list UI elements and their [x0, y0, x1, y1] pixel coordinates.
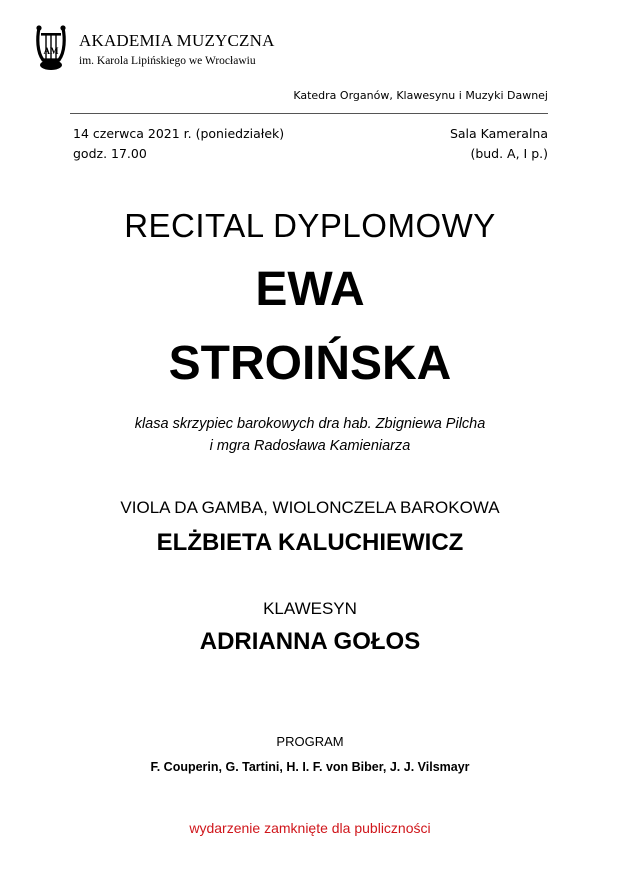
event-time: godz. 17.00 [73, 146, 147, 161]
venue: Sala Kameralna [449, 126, 548, 141]
class-line-1: klasa skrzypiec barokowych dra hab. Zbigniewa Pilcha [134, 416, 486, 432]
performer-name: ELŻBIETA KALUCHIEWICZ [156, 529, 464, 556]
org-subtitle: im. Karola Lipińskiego we Wrocławiu [79, 55, 256, 67]
header-divider [70, 113, 548, 114]
performer-name: ADRIANNA GOŁOS [199, 628, 421, 655]
closed-event-notice: wydarzenie zamknięte dla publiczności [189, 820, 431, 836]
lyre-logo-icon [34, 24, 68, 72]
svg-text:AM: AM [43, 46, 59, 56]
soloist-first-name: EWA [255, 263, 365, 316]
soloist-last-name: STROIŃSKA [168, 337, 452, 390]
venue-detail: (bud. A, I p.) [470, 146, 548, 161]
department: Katedra Organów, Klawesynu i Muzyki Dawnej [293, 89, 548, 102]
program-composers: F. Couperin, G. Tartini, H. I. F. von Biber, J. J. Vilsmayr [150, 760, 470, 774]
org-name: AKADEMIA MUZYCZNA [79, 31, 275, 50]
performer-instrument: VIOLA DA GAMBA, WIOLONCZELA BAROKOWA [120, 498, 500, 517]
class-line-2: i mgra Radosława Kamieniarza [209, 438, 411, 454]
performer-instrument: KLAWESYN [263, 599, 357, 618]
event-type: RECITAL DYPLOMOWY [124, 207, 496, 244]
program-label: PROGRAM [276, 734, 344, 749]
event-date: 14 czerwca 2021 r. (poniedziałek) [73, 126, 285, 141]
